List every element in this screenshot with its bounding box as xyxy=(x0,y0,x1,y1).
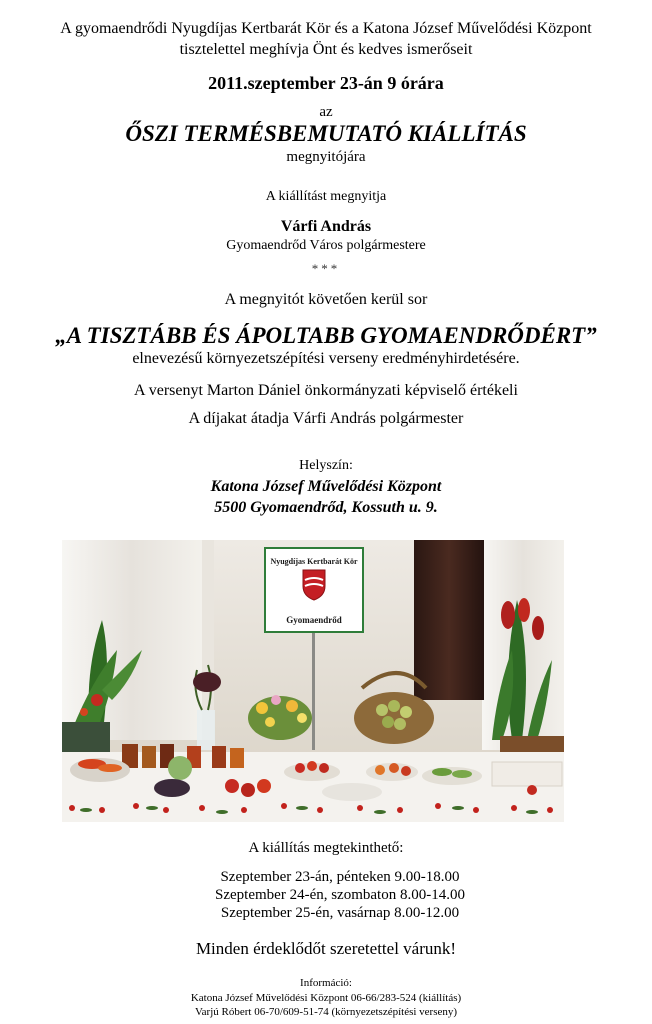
event-title: ŐSZI TERMÉSBEMUTATÓ KIÁLLÍTÁS xyxy=(125,121,527,146)
viewing-label: A kiállítás megtekinthető: xyxy=(248,840,404,856)
venue-label: Helyszín: xyxy=(299,458,353,473)
opening-intro: A kiállítást megnyitja xyxy=(265,189,387,204)
contest-slogan: „A TISZTÁBB ÉS ÁPOLTABB GYOMAENDRŐDÉRT” xyxy=(55,323,597,348)
welcome-line: Minden érdeklődőt szeretettel várunk! xyxy=(195,939,457,958)
event-az: az xyxy=(319,104,333,120)
venue-address: 5500 Gyomaendrőd, Kossuth u. 9. xyxy=(214,499,438,516)
contest-intro: A megnyitót követően kerül sor xyxy=(224,291,428,308)
info-label: Információ: xyxy=(300,977,352,989)
opening-role: Gyomaendrőd Város polgármestere xyxy=(226,238,426,253)
separator-stars: *** xyxy=(311,261,341,276)
contest-judge: A versenyt Marton Dániel önkormányzati képviselő értékeli xyxy=(134,382,518,399)
contest-awards: A díjakat átadja Várfi András polgármester xyxy=(188,410,464,427)
header-line-2: tisztelettel meghívja Önt és kedves ismerőseit xyxy=(179,41,473,58)
event-date: 2011.szeptember 23-án 9 órára xyxy=(208,73,444,93)
header-line-1: A gyomaendrődi Nyugdíjas Kertbarát Kör és a Katona József Művelődési Központ xyxy=(60,20,592,37)
sign-line-1: Nyugdíjas Kertbarát Kör xyxy=(270,557,358,566)
venue-name: Katona József Művelődési Központ xyxy=(210,478,442,495)
event-title-suffix: megnyitójára xyxy=(286,149,366,165)
info-line-1: Katona József Művelődési Központ 06-66/283-524 (kiállítás) xyxy=(190,992,462,1004)
contest-description: elnevezésű környezetszépítési verseny eredményhirdetésére. xyxy=(132,350,520,367)
sign-line-2: Gyomaendrőd xyxy=(286,615,342,625)
opening-name: Várfi András xyxy=(280,218,372,235)
exhibition-photo xyxy=(62,540,564,822)
viewing-day-1: Szeptember 23-án, pénteken 9.00-18.00 xyxy=(220,869,460,885)
info-line-2: Varjú Róbert 06-70/609-51-74 (környezetszépítési verseny) xyxy=(194,1006,458,1018)
viewing-day-2: Szeptember 24-én, szombaton 8.00-14.00 xyxy=(215,887,465,903)
viewing-day-3: Szeptember 25-én, vasárnap 8.00-12.00 xyxy=(220,905,460,921)
